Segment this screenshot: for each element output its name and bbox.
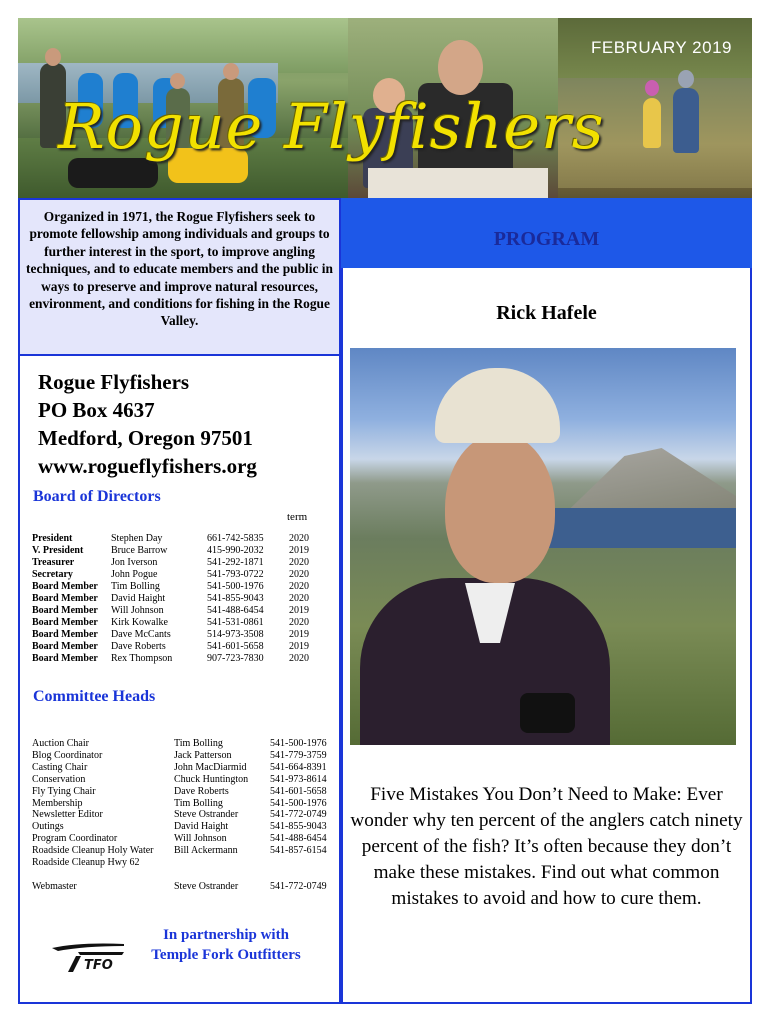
banner-table bbox=[368, 168, 548, 198]
committee-role: Casting Chair bbox=[32, 761, 88, 773]
board-phone: 541-601-5658 bbox=[207, 641, 264, 652]
committee-heading: Committee Heads bbox=[33, 688, 156, 705]
committee-phone: 541-772-0749 bbox=[270, 809, 327, 821]
person-head bbox=[645, 80, 659, 96]
committee-phone: 541-855-9043 bbox=[270, 821, 327, 833]
header-banner bbox=[18, 18, 752, 198]
term-label: term bbox=[287, 511, 308, 523]
committee-phone: 541-772-0749 bbox=[270, 880, 327, 892]
committee-role: Roadside Cleanup Holy Water bbox=[32, 845, 154, 857]
committee-name: John MacDiarmid bbox=[174, 761, 247, 773]
address-city: Medford, Oregon 97501 bbox=[38, 426, 253, 450]
board-term: 2020 bbox=[289, 569, 309, 580]
board-role: President bbox=[32, 533, 73, 544]
tfo-logo-text: TFO bbox=[84, 958, 113, 973]
board-name: Kirk Kowalke bbox=[111, 617, 168, 628]
board-phone: 541-488-6454 bbox=[207, 605, 264, 616]
board-role: Secretary bbox=[32, 569, 73, 580]
board-term: 2020 bbox=[289, 617, 309, 628]
board-row bbox=[32, 629, 319, 641]
committee-name: David Haight bbox=[174, 821, 229, 833]
board-role: V. President bbox=[32, 545, 84, 556]
board-row bbox=[32, 617, 319, 629]
speaker-photo bbox=[350, 348, 736, 745]
issue-date: FEBRUARY 2019 bbox=[591, 38, 732, 57]
partnership-line1: In partnership with bbox=[163, 927, 289, 943]
committee-phone: 541-779-3759 bbox=[270, 749, 327, 761]
board-row bbox=[32, 533, 319, 545]
board-name: Stephen Day bbox=[111, 533, 163, 544]
board-phone: 907-723-7830 bbox=[207, 653, 264, 664]
address-box: PO Box 4637 bbox=[38, 398, 155, 422]
board-phone: 541-793-0722 bbox=[207, 569, 264, 580]
board-term: 2019 bbox=[289, 605, 309, 616]
board-row bbox=[32, 557, 319, 569]
committee-role: Webmaster bbox=[32, 880, 77, 892]
committee-phone: 541-857-6154 bbox=[270, 845, 327, 857]
board-term: 2020 bbox=[289, 533, 309, 544]
committee-name: Bill Ackermann bbox=[174, 845, 238, 857]
board-term: 2020 bbox=[289, 593, 309, 604]
committee-role: Outings bbox=[32, 821, 64, 833]
board-phone: 415-990-2032 bbox=[207, 545, 264, 556]
board-role: Board Member bbox=[32, 581, 98, 592]
committee-phone: 541-973-8614 bbox=[270, 773, 327, 785]
committee-name: Tim Bolling bbox=[174, 797, 223, 809]
board-role: Board Member bbox=[32, 629, 98, 640]
board-name: Bruce Barrow bbox=[111, 545, 168, 556]
tfo-logo-icon bbox=[50, 940, 126, 974]
board-row bbox=[32, 641, 319, 653]
committee-phone: 541-500-1976 bbox=[270, 738, 327, 749]
partnership-line2: Temple Fork Outfitters bbox=[151, 947, 301, 963]
committee-row bbox=[32, 881, 340, 893]
board-role: Treasurer bbox=[32, 557, 75, 568]
person-figure bbox=[643, 98, 661, 148]
board-role: Board Member bbox=[32, 653, 98, 664]
committee-table bbox=[32, 738, 340, 893]
board-name: John Pogue bbox=[111, 569, 158, 580]
board-phone: 541-292-1871 bbox=[207, 557, 264, 568]
board-role: Board Member bbox=[32, 617, 98, 628]
person-head bbox=[223, 63, 239, 80]
committee-role: Program Coordinator bbox=[32, 833, 118, 845]
committee-row bbox=[32, 750, 340, 762]
committee-role: Fly Tying Chair bbox=[32, 785, 96, 797]
committee-phone: 541-500-1976 bbox=[270, 797, 327, 809]
board-name: Jon Iverson bbox=[111, 557, 158, 568]
committee-role: Conservation bbox=[32, 773, 86, 785]
committee-name: Steve Ostrander bbox=[174, 809, 239, 821]
speaker-name: Rick Hafele bbox=[496, 302, 597, 324]
committee-row bbox=[32, 845, 340, 857]
board-term: 2020 bbox=[289, 557, 309, 568]
program-heading: PROGRAM bbox=[493, 228, 600, 250]
board-phone: 661-742-5835 bbox=[207, 533, 264, 544]
board-row bbox=[32, 593, 319, 605]
person-head bbox=[678, 70, 694, 88]
board-table bbox=[32, 533, 319, 665]
board-phone: 514-973-3508 bbox=[207, 629, 264, 640]
committee-row bbox=[32, 821, 340, 833]
person-head bbox=[45, 48, 61, 66]
committee-name bbox=[174, 857, 270, 869]
board-name: Will Johnson bbox=[111, 605, 164, 616]
mission-statement: Organized in 1971, the Rogue Flyfishers seek to promote fellowship among individuals and groups to further interest in the sport, to improve angling techniques, and to educate members and the public in ways to preserve and improve natural resources, environment, and conditions for fishing in the Rogue Valley. bbox=[18, 198, 341, 356]
committee-role: Newsletter Editor bbox=[32, 809, 103, 821]
board-row bbox=[32, 545, 319, 557]
committee-row bbox=[32, 762, 340, 774]
address-website[interactable]: www.rogueflyfishers.org bbox=[38, 454, 257, 478]
partnership-note bbox=[136, 925, 316, 965]
committee-phone: 541-488-6454 bbox=[270, 833, 327, 845]
board-row bbox=[32, 581, 319, 593]
committee-name: Steve Ostrander bbox=[174, 880, 239, 892]
program-description: Five Mistakes You Don’t Need to Make: Ever wonder why ten percent of the anglers catch ninety percent of the fish? It’s often because they don’t make these mistakes. Find out what common mistakes to avoid and how to cure them. bbox=[350, 784, 743, 909]
committee-row bbox=[32, 809, 340, 821]
committee-row bbox=[32, 786, 340, 798]
committee-name: Tim Bolling bbox=[174, 738, 223, 749]
committee-name: Jack Patterson bbox=[174, 749, 232, 761]
person-figure bbox=[673, 88, 699, 153]
board-row bbox=[32, 605, 319, 617]
newsletter-title: Rogue Flyfishers bbox=[58, 90, 605, 163]
committee-role: Membership bbox=[32, 797, 83, 809]
board-phone: 541-855-9043 bbox=[207, 593, 264, 604]
board-phone: 541-500-1976 bbox=[207, 581, 264, 592]
committee-name: Dave Roberts bbox=[174, 785, 229, 797]
committee-name: Will Johnson bbox=[174, 833, 227, 845]
committee-row bbox=[32, 857, 340, 869]
committee-name: Chuck Huntington bbox=[174, 773, 249, 785]
board-term: 2019 bbox=[289, 545, 309, 556]
committee-role: Blog Coordinator bbox=[32, 749, 103, 761]
committee-role: Auction Chair bbox=[32, 738, 89, 749]
board-role: Board Member bbox=[32, 641, 98, 652]
committee-row bbox=[32, 798, 340, 810]
person-head bbox=[170, 73, 185, 89]
board-term: 2020 bbox=[289, 653, 309, 664]
board-name: Dave McCants bbox=[111, 629, 171, 640]
board-name: David Haight bbox=[111, 593, 166, 604]
board-term: 2019 bbox=[289, 629, 309, 640]
board-name: Rex Thompson bbox=[111, 653, 173, 664]
board-row bbox=[32, 653, 319, 665]
committee-row bbox=[32, 774, 340, 786]
board-row bbox=[32, 569, 319, 581]
address-name: Rogue Flyfishers bbox=[38, 370, 190, 394]
board-phone: 541-531-0861 bbox=[207, 617, 264, 628]
committee-phone: 541-664-8391 bbox=[270, 761, 327, 773]
club-address bbox=[38, 368, 257, 480]
board-name: Dave Roberts bbox=[111, 641, 166, 652]
committee-row bbox=[32, 738, 340, 750]
committee-role: Roadside Cleanup Hwy 62 bbox=[32, 857, 140, 869]
board-role: Board Member bbox=[32, 605, 98, 616]
board-term: 2019 bbox=[289, 641, 309, 652]
committee-row bbox=[32, 833, 340, 845]
board-heading: Board of Directors bbox=[33, 488, 161, 505]
board-name: Tim Bolling bbox=[111, 581, 160, 592]
committee-phone: 541-601-5658 bbox=[270, 785, 327, 797]
board-role: Board Member bbox=[32, 593, 98, 604]
committee-phone bbox=[270, 857, 340, 869]
board-term: 2020 bbox=[289, 581, 309, 592]
